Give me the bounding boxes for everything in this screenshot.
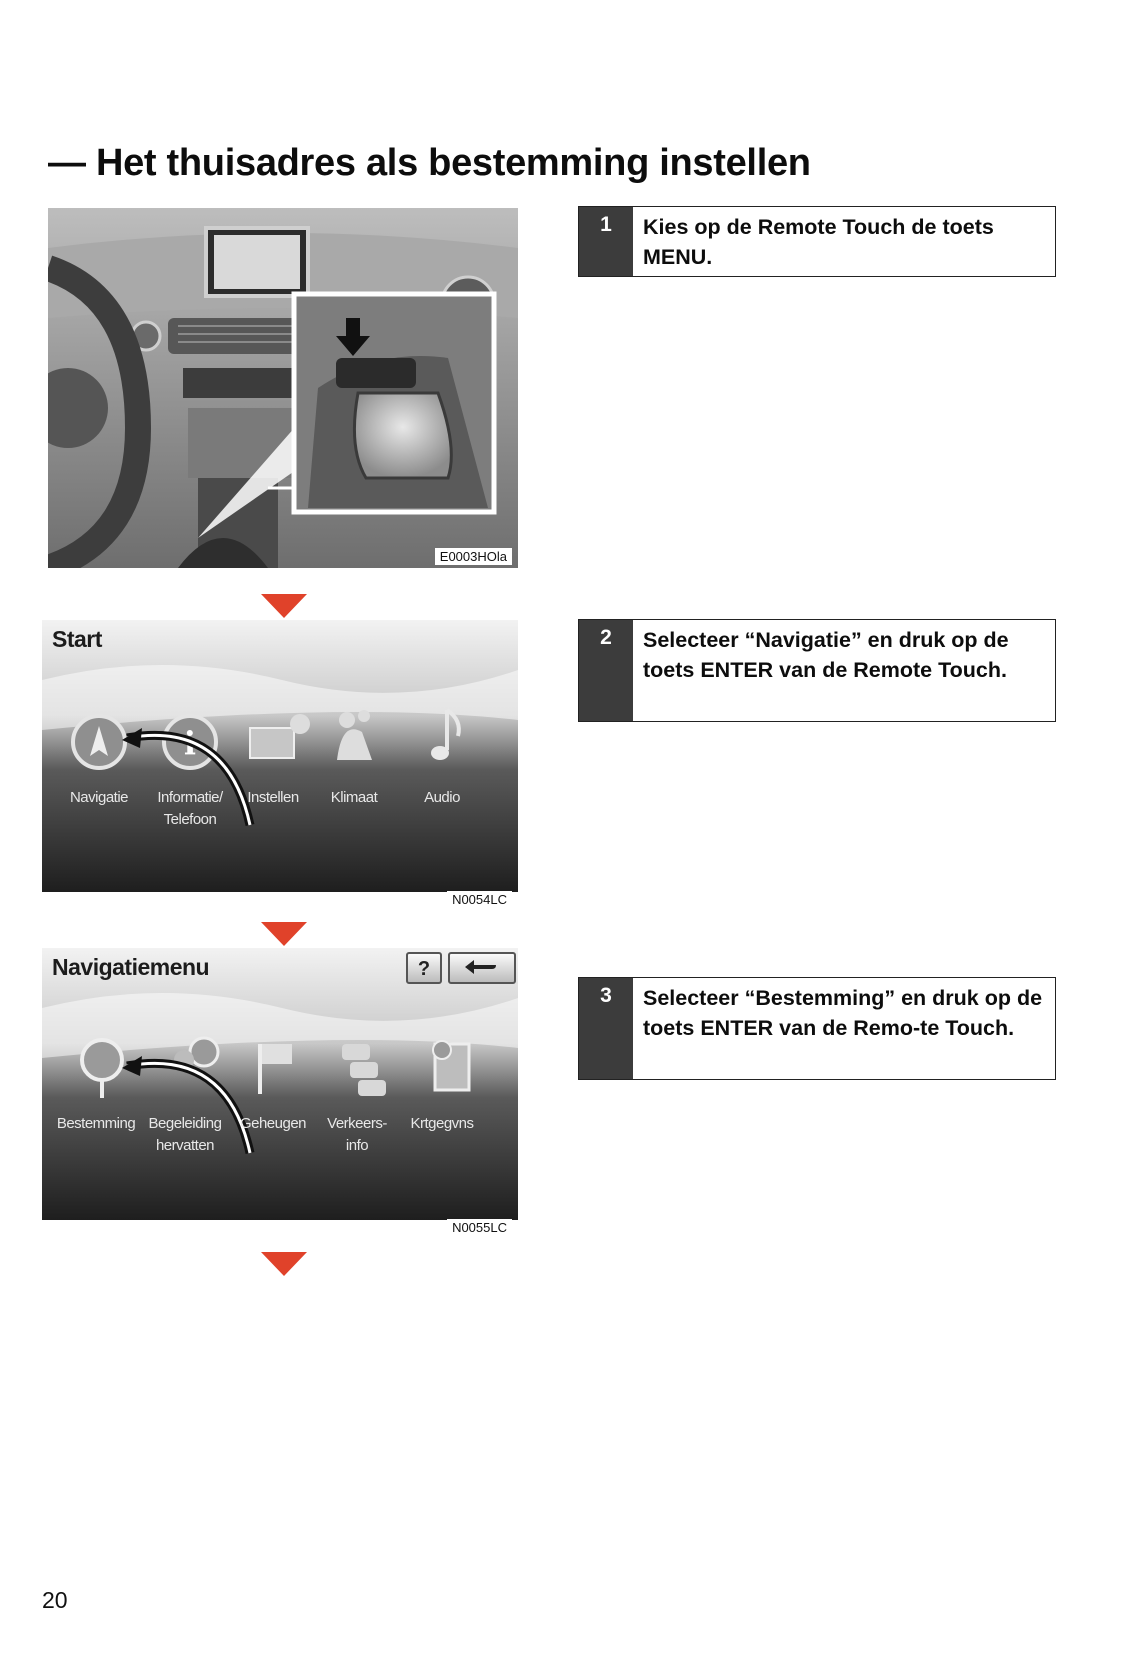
- step-2-number: 2: [579, 620, 633, 721]
- menu-item-bestemming[interactable]: Bestemming: [56, 1115, 136, 1132]
- start-screen-bg: [42, 620, 518, 910]
- menu-item-instellen[interactable]: Instellen: [247, 789, 299, 806]
- navigation-menu-screen: [42, 948, 518, 1238]
- flow-arrow-1-icon: [261, 594, 307, 618]
- menu-item-verkeersinfo[interactable]: Verkeers- info: [327, 1115, 387, 1154]
- step-1-text: Kies op de Remote Touch de toets MENU.: [643, 215, 994, 269]
- flow-arrow-2-icon: [261, 922, 307, 946]
- dashboard-photo: [48, 208, 518, 568]
- map-data-icon: [433, 1041, 469, 1090]
- step-3-text: Selecteer “Bestemming” en druk op de toets ENTER van de Remo-te Touch.: [643, 986, 1043, 1040]
- step-3: [578, 977, 1056, 1080]
- menu-item-begeleiding[interactable]: Begeleiding hervatten: [148, 1115, 222, 1154]
- help-button[interactable]: ?: [406, 952, 442, 984]
- nav-screen-code: N0055LC: [447, 1219, 512, 1236]
- start-screen-code: N0054LC: [447, 891, 512, 908]
- nav-screen-bg: [42, 948, 518, 1238]
- navigatie-icon: [73, 716, 125, 768]
- flow-arrow-3-icon: [261, 1252, 307, 1276]
- step-1-number: 1: [579, 207, 633, 276]
- menu-item-audio[interactable]: Audio: [424, 789, 460, 806]
- back-arrow-icon: [462, 957, 502, 979]
- page-number: 20: [42, 1587, 68, 1613]
- start-screen: [42, 620, 518, 910]
- start-heading: Start: [52, 626, 102, 652]
- step-1: [578, 206, 1056, 277]
- menu-item-geheugen[interactable]: Geheugen: [239, 1115, 307, 1132]
- svg-text:i: i: [183, 724, 197, 762]
- menu-item-krtgegvns[interactable]: Krtgegvns: [410, 1115, 474, 1132]
- back-button[interactable]: [448, 952, 516, 984]
- menu-item-klimaat[interactable]: Klimaat: [330, 789, 378, 806]
- dashboard-illustration: [48, 208, 518, 568]
- step-3-number: 3: [579, 978, 633, 1079]
- menu-item-informatie[interactable]: Informatie/ Telefoon: [157, 789, 223, 828]
- photo-code: E0003HOla: [435, 548, 512, 565]
- step-2: [578, 619, 1056, 722]
- nav-heading: Navigatiemenu: [52, 954, 210, 980]
- section-title: — Het thuisadres als bestemming instellen: [48, 142, 811, 184]
- menu-item-navigatie[interactable]: Navigatie: [69, 789, 129, 806]
- step-2-text: Selecteer “Navigatie” en druk op de toets ENTER van de Remote Touch.: [643, 628, 1009, 682]
